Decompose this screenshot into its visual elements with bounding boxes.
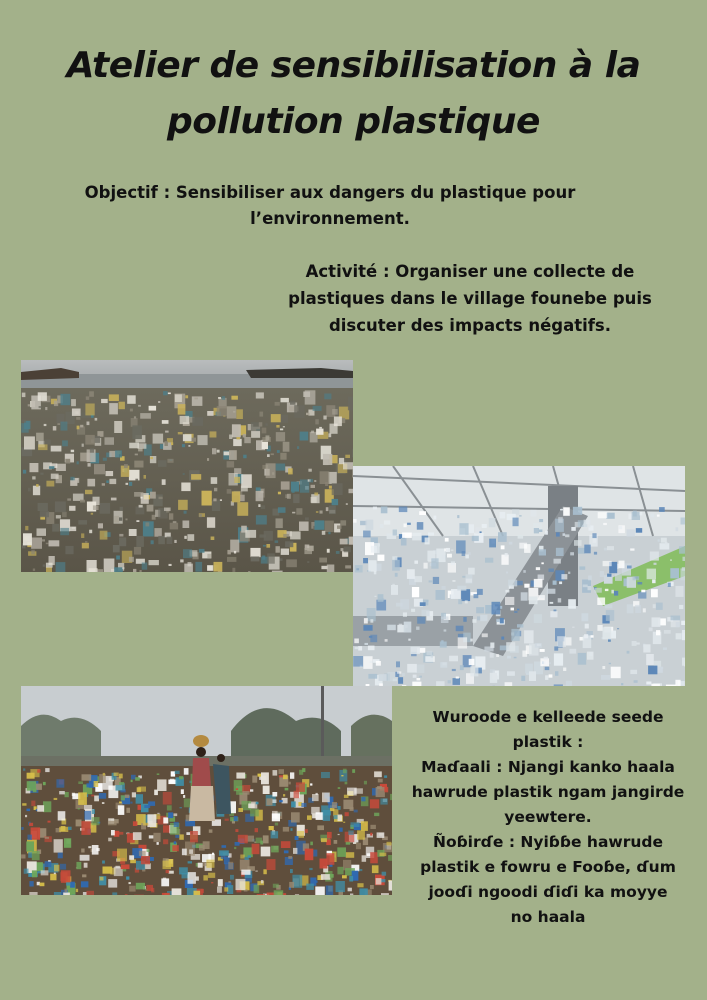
objective-line-2: l’environnement. — [250, 209, 410, 228]
photo-plastic-dump — [21, 686, 392, 895]
objective-line-1: Objectif : Sensibiliser aux dangers du plastique pour — [84, 183, 576, 202]
objective-text — [40, 180, 620, 232]
nobirde-line-2: plastik e fowru e Fooɓe, ɗum — [420, 858, 676, 876]
title-line-2: pollution plastique — [167, 101, 540, 142]
poster-title — [40, 38, 667, 150]
wuroode-text — [398, 705, 698, 930]
photo-recycling-factory — [353, 466, 685, 686]
madaali-line-1: Maɗaali : Njangi kanko haala — [421, 758, 675, 776]
photo-plastic-beach — [21, 360, 353, 572]
wuroode-heading-line-2: plastik : — [512, 733, 584, 751]
activity-line-3: discuter des impacts négatifs. — [328, 316, 612, 335]
madaali-line-3: yeewtere. — [504, 808, 592, 826]
activity-text — [270, 258, 670, 339]
madaali-line-2: hawrude plastik ngam jangirde — [411, 783, 685, 801]
title-line-1: Atelier de sensibilisation à la — [66, 45, 641, 86]
nobirde-line-4: no haala — [510, 908, 586, 926]
nobirde-line-1: Ñoɓirɗe : Nyiɓɓe hawrude — [432, 833, 664, 851]
activity-line-2: plastiques dans le village founebe puis — [288, 289, 652, 308]
activity-line-1: Activité : Organiser une collecte de — [305, 262, 635, 281]
nobirde-line-3: jooɗi ngoodi ɗiɗi ka moyye — [428, 883, 668, 901]
wuroode-heading-line-1: Wuroode e kelleede seede — [432, 708, 664, 726]
